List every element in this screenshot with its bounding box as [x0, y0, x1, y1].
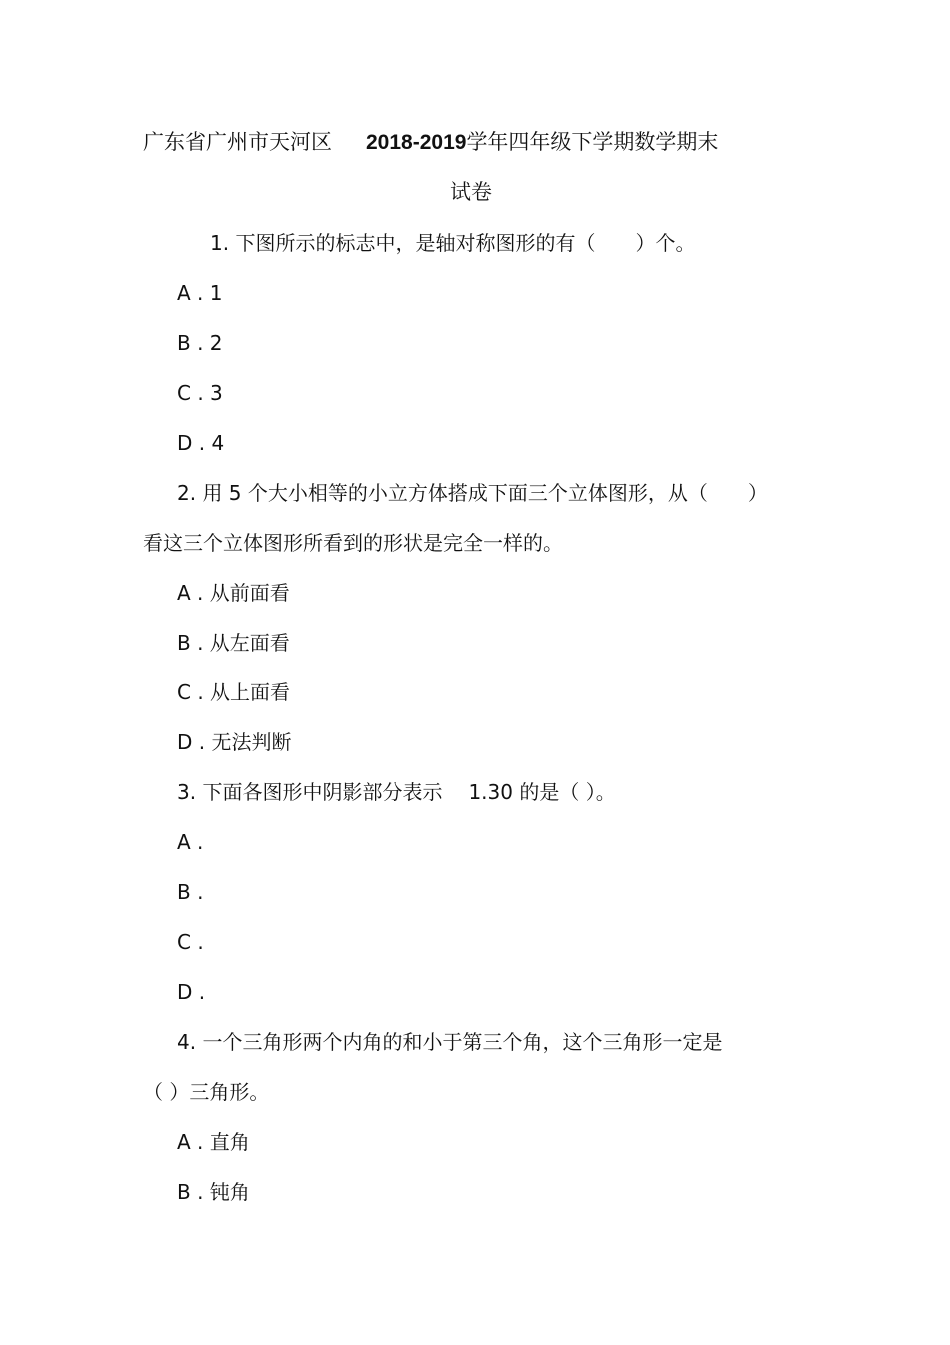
question-1-text: 1. 下图所示的标志中，是轴对称图形的有（ ）个。	[210, 231, 696, 255]
question-2-option-a: A . 从前面看	[177, 581, 290, 605]
question-1-option-b: B . 2	[177, 331, 223, 355]
question-2-text-line2: 看这三个立体图形所看到的形状是完全一样的。	[143, 531, 563, 555]
document-title-line2: 试卷	[450, 180, 492, 204]
question-1-option-a: A . 1	[177, 281, 223, 305]
question-2-text: 2. 用 5 个大小相等的小立方体搭成下面三个立体图形，从（ ）	[177, 481, 768, 505]
question-3-option-a: A .	[177, 830, 204, 854]
question-3-option-c: C .	[177, 930, 204, 954]
question-3-text-part1: 3. 下面各图形中阴影部分表示	[177, 780, 443, 804]
question-3-text-part2: 1.30 的是（ ）。	[468, 780, 616, 804]
title-part-year: 2018-2019	[366, 131, 467, 154]
question-4-text: 4. 一个三角形两个内角的和小于第三个角，这个三角形一定是	[177, 1030, 723, 1054]
question-4-text-line2: （ ）三角形。	[143, 1080, 270, 1104]
question-4-option-a: A . 直角	[177, 1130, 250, 1154]
question-2-option-c: C . 从上面看	[177, 680, 291, 704]
question-3-option-d: D .	[177, 980, 206, 1004]
question-4-option-b: B . 钝角	[177, 1180, 250, 1204]
question-1-option-d: D . 4	[177, 431, 225, 455]
title-part-subject: 学年四年级下学期数学期末	[466, 130, 719, 154]
question-2-option-b: B . 从左面看	[177, 631, 290, 655]
question-1-option-c: C . 3	[177, 381, 223, 405]
question-2-option-d: D . 无法判断	[177, 730, 292, 754]
question-3-text	[177, 780, 616, 804]
title-part-location: 广东省广州市天河区	[143, 130, 332, 154]
document-title	[143, 130, 718, 155]
question-3-option-b: B .	[177, 880, 204, 904]
